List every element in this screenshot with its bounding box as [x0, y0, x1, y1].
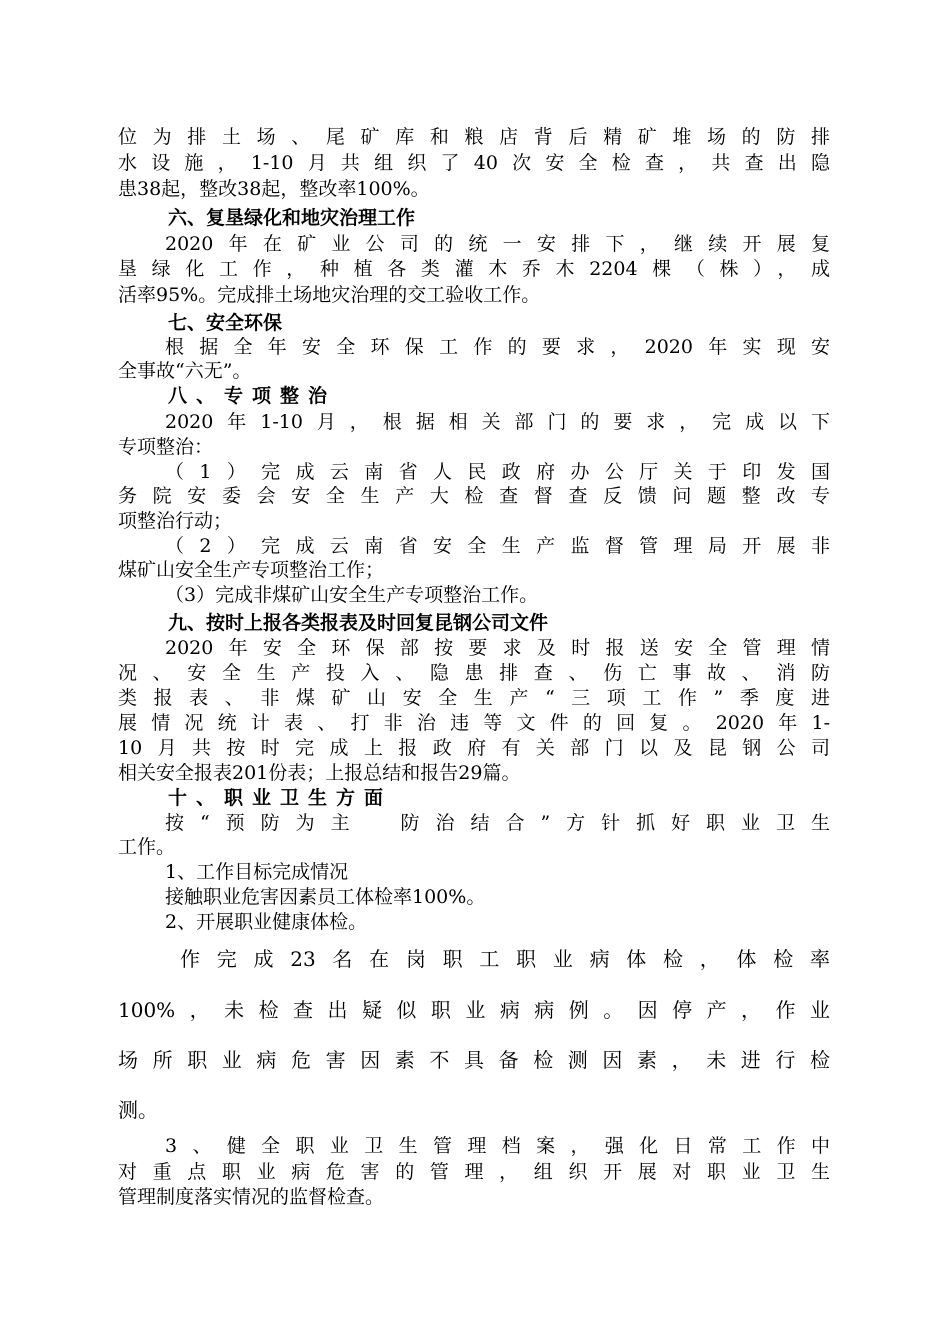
paragraph-line: 活率95%。完成排土场地灾治理的交工验收工作。	[118, 284, 541, 306]
paragraph-line: （1）完成云南省人民政府办公厅关于印发国	[165, 461, 830, 483]
paragraph-line: 3、健全职业卫生管理档案，强化日常工作中	[165, 1135, 830, 1157]
paragraph-line: 位为排土场、尾矿库和粮店背后精矿堆场的防排	[118, 126, 830, 148]
paragraph-line: 场所职业病危害因素不具备检测因素，未进行检	[118, 1048, 830, 1072]
paragraph-line: 垦绿化工作，种植各类灌木乔木2204棵（株），成	[118, 258, 830, 280]
section-heading-9: 九、按时上报各类报表及时回复昆钢公司文件	[168, 612, 549, 634]
section-heading-10: 十、职业卫生方面	[168, 787, 393, 809]
paragraph-line: 煤矿山安全生产专项整治工作；	[118, 559, 385, 581]
paragraph-line: 管理制度落实情况的监督检查。	[118, 1186, 385, 1208]
paragraph-line: 况、安全生产投入、隐患排查、伤亡事故、消防	[118, 662, 830, 684]
paragraph-line: 全事故“六无”。	[118, 360, 252, 382]
paragraph-line: （3）完成非煤矿山安全生产专项整治工作。	[165, 584, 539, 606]
paragraph-line: 100%，未检查出疑似职业病病例。因停产，作业	[118, 998, 830, 1022]
paragraph-line: 患38起，整改38起，整改率100%。	[118, 178, 430, 200]
paragraph-line: 2020年1-10月，根据相关部门的要求，完成以下	[165, 411, 830, 433]
section-heading-6: 六、复垦绿化和地灾治理工作	[168, 207, 416, 229]
paragraph-line: 1、工作目标完成情况	[165, 861, 349, 883]
paragraph-line: 测。	[118, 1098, 158, 1122]
paragraph-line: 对重点职业病危害的管理，组织开展对职业卫生	[118, 1161, 830, 1183]
paragraph-line: 展情况统计表、打非治违等文件的回复。2020年1-	[118, 712, 830, 734]
paragraph-line: 10月共按时完成上报政府有关部门以及昆钢公司	[118, 737, 830, 759]
paragraph-line: （2）完成云南省安全生产监督管理局开展非	[165, 535, 830, 557]
paragraph-line: 2020年在矿业公司的统一安排下，继续开展复	[165, 233, 830, 255]
paragraph-line: 务院安委会安全生产大检查督查反馈问题整改专	[118, 485, 830, 507]
paragraph-line: 类报表、非煤矿山安全生产“三项工作”季度进	[118, 687, 830, 709]
paragraph-line: 2020年安全环保部按要求及时报送安全管理情	[165, 637, 830, 659]
paragraph-line: 按“预防为主 防治结合”方针抓好职业卫生	[165, 812, 830, 834]
paragraph-line: 根据全年安全环保工作的要求，2020年实现安	[165, 336, 830, 358]
paragraph-line: 接触职业危害因素员工体检率100%。	[165, 886, 486, 908]
paragraph-line: 工作。	[118, 836, 176, 858]
paragraph-line: 水设施，1-10月共组织了40次安全检查，共查出隐	[118, 152, 830, 174]
section-heading-7: 七、安全环保	[168, 312, 283, 334]
paragraph-line: 相关安全报表201份表；上报总结和报告29篇。	[118, 762, 521, 784]
paragraph-line: 专项整治：	[118, 436, 214, 458]
paragraph-line: 作完成23名在岗职工职业病体检，体检率	[180, 947, 830, 971]
paragraph-line: 项整治行动；	[118, 510, 233, 532]
paragraph-line: 2、开展职业健康体检。	[165, 911, 368, 933]
section-heading-8: 八、专项整治	[168, 385, 337, 407]
